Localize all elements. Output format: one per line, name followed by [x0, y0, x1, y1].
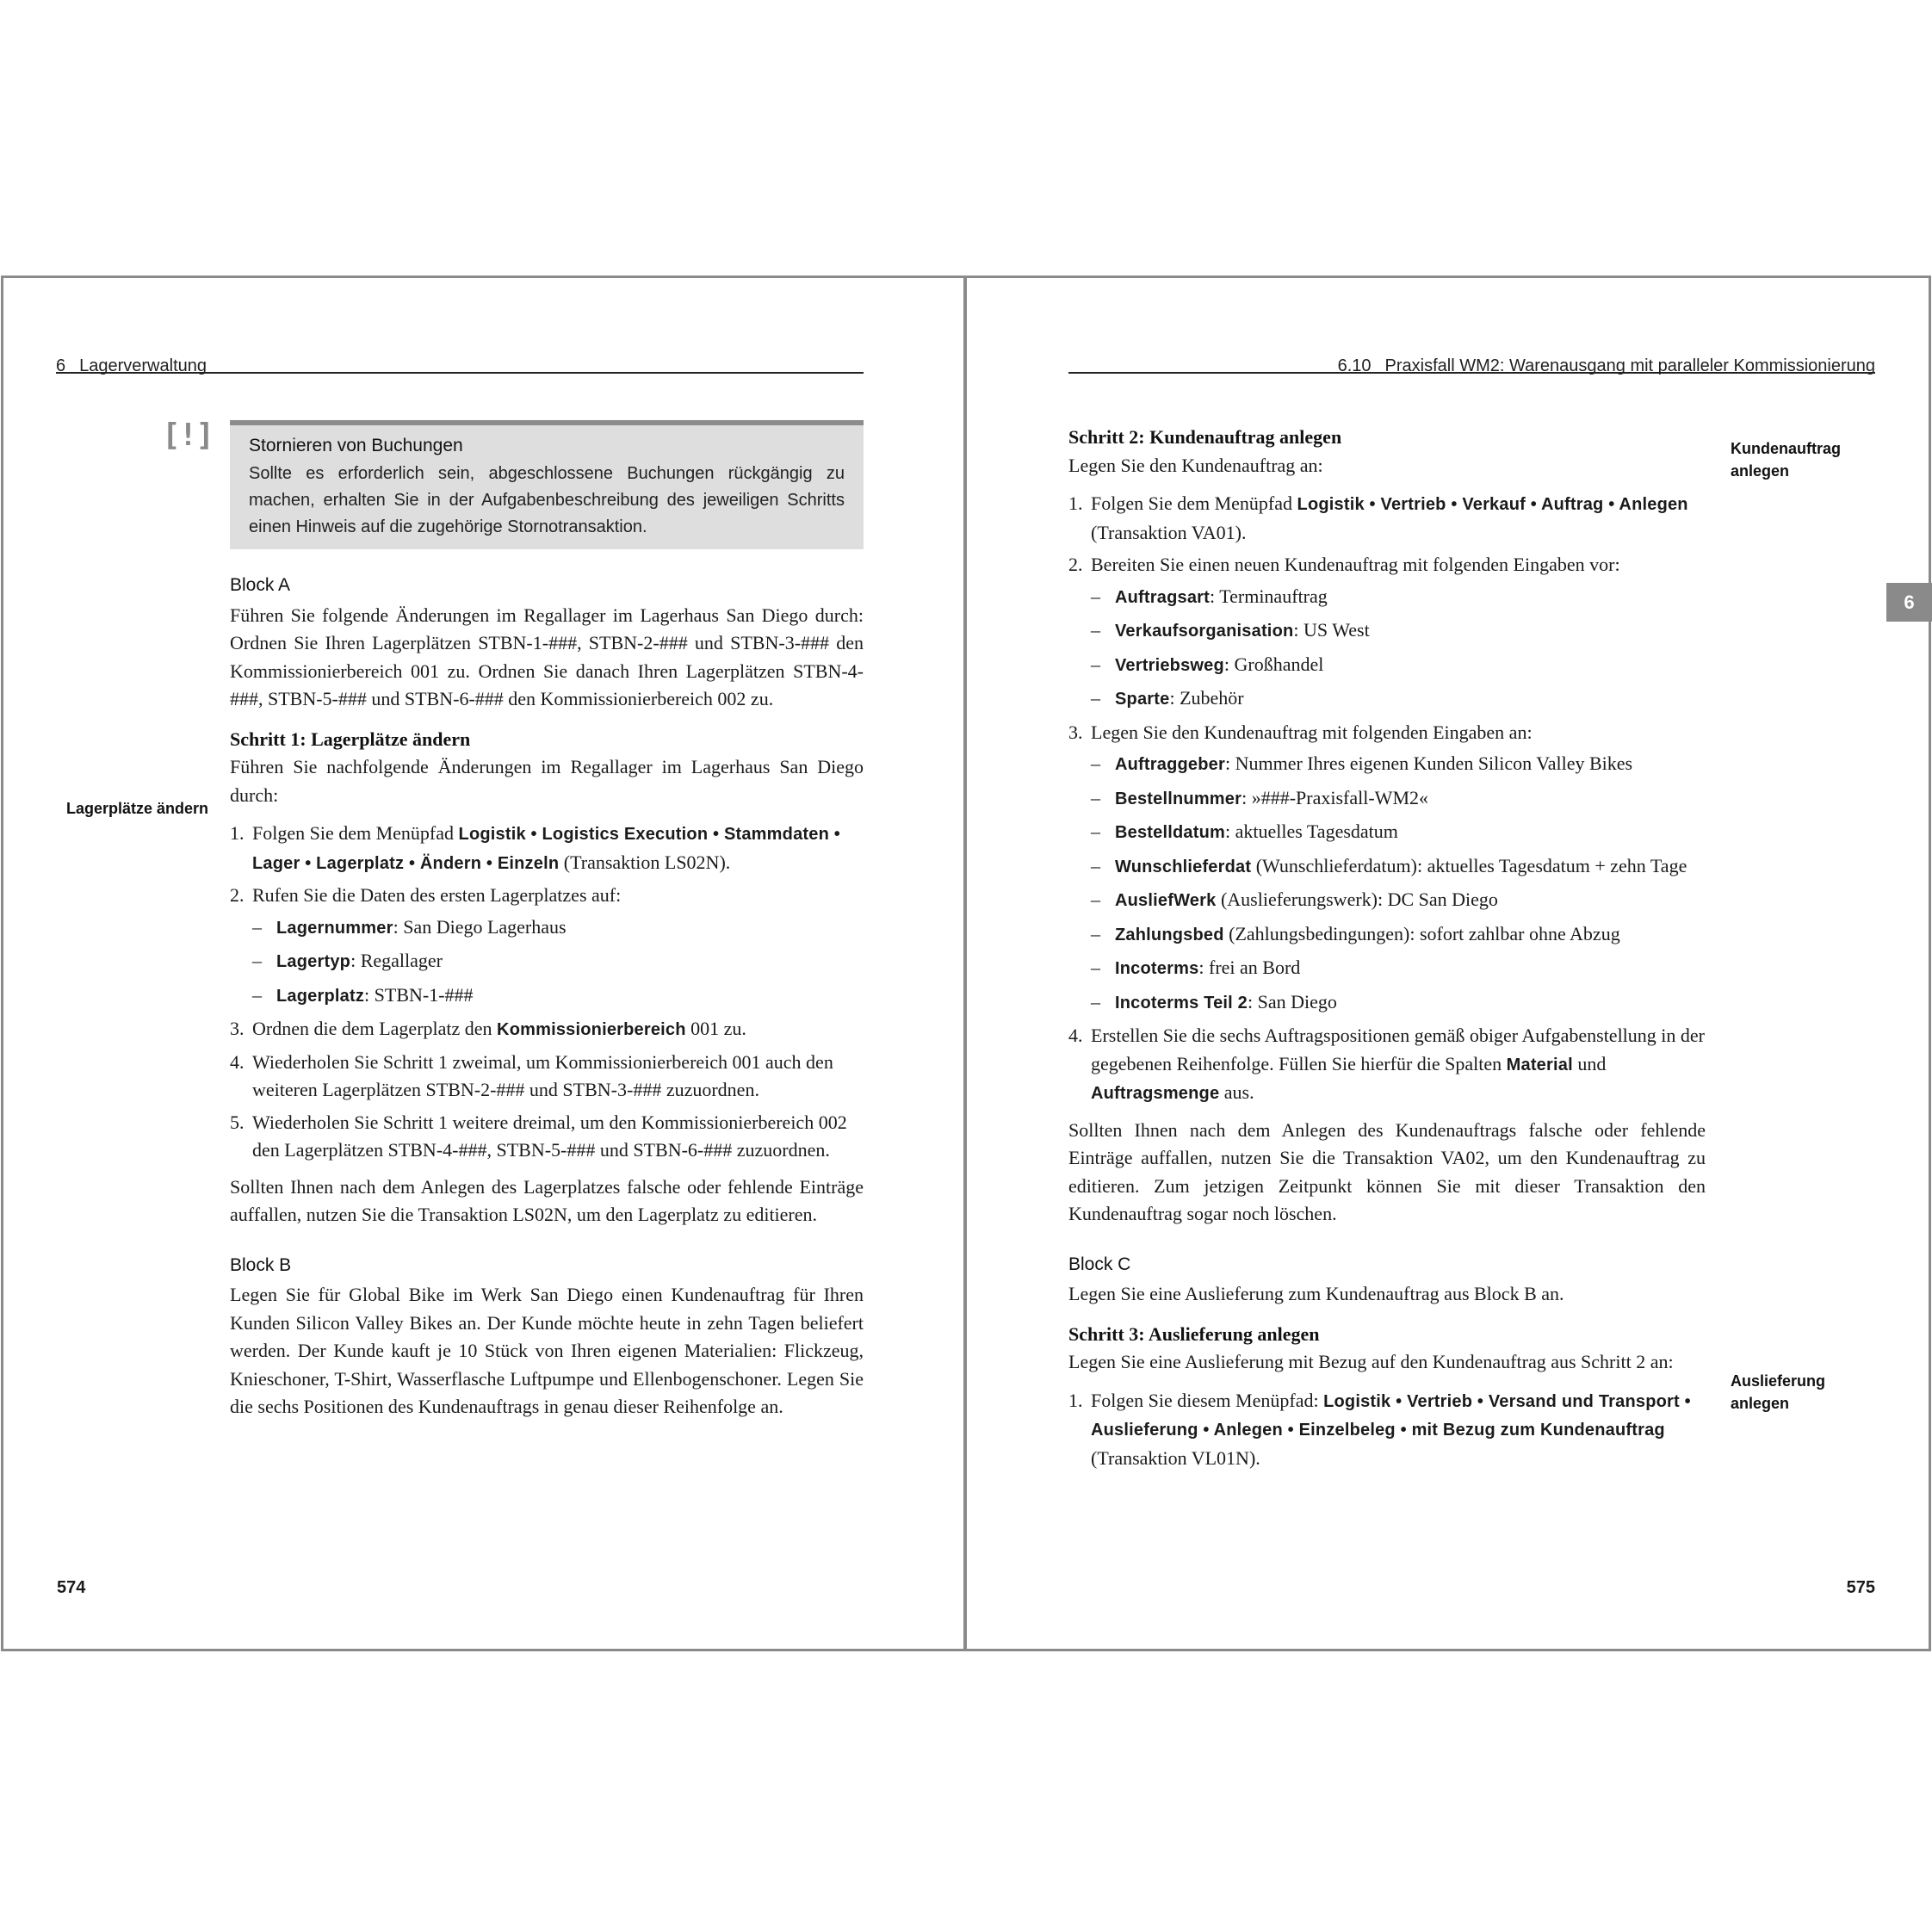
field-label: Bestelldatum	[1115, 823, 1225, 842]
item-text: (Transaktion LS02N).	[559, 851, 731, 873]
step-1-heading: Schritt 1: Lagerplätze ändern	[230, 728, 471, 750]
field-item	[1091, 784, 1706, 814]
left-page	[0, 276, 964, 1651]
item-text: Wiederholen Sie Schritt 1 weitere dreimal, um den Kommissionierbereich 002 den Lagerplätzen STBN-4-###, STBN-5-### und STBN-6-### zuzuordnen.	[252, 1111, 847, 1161]
item-text: Erstellen Sie die sechs Auftragspositionen gemäß obiger Aufgabenstellung in der gegebenen Reihenfolge. Füllen Sie hierfür die Spalten	[1091, 1025, 1706, 1074]
step-2-outro: Sollten Ihnen nach dem Anlegen des Kundenauftrags falsche oder fehlende Einträge auffallen, nutzen Sie die Transaktion VA02, um den Kundenauftrag zu editieren. Zum jetzigen Zeitpunkt können Sie mit dieser Transaktion den Kundenauftrag sogar noch löschen.	[1068, 1118, 1706, 1224]
item-text: Folgen Sie diesem Menüpfad:	[1091, 1389, 1324, 1411]
field-item	[1091, 583, 1706, 612]
item-number: 2.	[230, 884, 245, 906]
list-item	[1068, 551, 1706, 714]
menu-path: Logistik • Logistics Execution • Stammdaten • Lager • Lagerplatz • Ändern • Einzeln	[252, 825, 840, 873]
step-1-list	[230, 820, 864, 1165]
field-value: : Großhandel	[1223, 653, 1324, 675]
block-a-heading: Block A	[230, 575, 291, 595]
block-b-text: Legen Sie für Global Bike im Werk San Diego einen Kundenauftrag für Ihren Kunden Silicon Valley Bikes an. Der Kunde möchte heute in zehn Tagen beliefert werden. Der Kunde kauft je 10 Stück von Ihren eigenen Materialien: Flickzeug, Knieschoner, T-Shirt, Wasserflasche Luftpumpe und Ellenbogenschoner. Legen Sie die sechs Positionen des Kundenauftrags in genau dieser Reihenfolge an.	[230, 1284, 864, 1417]
item-number: 5.	[230, 1111, 245, 1133]
field-label: Lagernummer	[276, 918, 393, 938]
right-page	[967, 276, 1932, 1651]
field-label: Kommissionierbereich	[497, 1020, 686, 1039]
field-label: Auftraggeber	[1115, 755, 1225, 774]
step-2-intro: Legen Sie den Kundenauftrag an:	[1068, 454, 1323, 476]
step-2-list	[1068, 490, 1706, 1108]
field-label: Bestellnummer	[1115, 789, 1242, 808]
item-number: 4.	[230, 1050, 245, 1073]
field-value: : frei an Bord	[1198, 957, 1301, 978]
field-list	[1091, 583, 1706, 714]
item-text: Folgen Sie dem Menüpfad	[252, 822, 459, 844]
field-label: Zahlungsbed	[1115, 925, 1224, 944]
field-item	[1091, 750, 1706, 779]
field-value: : Zubehör	[1169, 687, 1244, 709]
item-number: 2.	[1068, 554, 1083, 575]
field-item	[252, 913, 864, 943]
step-1-intro: Führen Sie nachfolgende Änderungen im Regallager im Lagerhaus San Diego durch:	[230, 756, 864, 806]
list-item	[230, 820, 864, 877]
field-value: : aktuelles Tagesdatum	[1225, 820, 1398, 842]
field-value: : STBN-1-###	[364, 983, 474, 1006]
info-box-text: Sollte es erforderlich sein, abgeschlossene Buchungen rückgängig zu machen, erhalten Sie in der Aufgabenbeschreibung des jeweiligen Schritts einen Hinweis auf die zugehörige Stornotransaktion.	[249, 464, 845, 536]
info-box	[230, 420, 864, 549]
step-1-outro: Sollten Ihnen nach dem Anlegen des Lagerplatzes falsche oder fehlende Einträge auffallen, nutzen Sie die Transaktion LS02N, um den Lagerplatz zu editieren.	[230, 1175, 864, 1225]
field-label: Lagertyp	[276, 952, 351, 971]
page-number: 575	[1846, 1578, 1875, 1597]
field-item	[252, 981, 864, 1011]
step-3-heading: Schritt 3: Auslieferung anlegen	[1068, 1322, 1320, 1345]
item-text: 001 zu.	[685, 1018, 746, 1039]
item-text: Bereiten Sie einen neuen Kundenauftrag mit folgenden Eingaben vor:	[1091, 554, 1620, 575]
field-value: : »###-Praxisfall-WM2«	[1242, 786, 1428, 808]
list-item	[1068, 719, 1706, 1018]
field-value: (Zahlungsbedingungen): sofort zahlbar ohne Abzug	[1223, 922, 1620, 944]
field-label: Lagerplatz	[276, 986, 365, 1006]
field-value: : Regallager	[350, 950, 443, 971]
chapter-thumb-tab: 6	[1886, 583, 1932, 622]
list-item	[1068, 1387, 1706, 1473]
field-item	[1091, 818, 1706, 847]
field-item	[1091, 651, 1706, 680]
field-item	[1091, 920, 1706, 950]
field-label: Material	[1506, 1055, 1573, 1074]
menu-path: Logistik • Vertrieb • Verkauf • Auftrag • Anlegen	[1297, 495, 1688, 514]
section-number: 6.10	[1337, 356, 1372, 375]
list-item	[230, 1049, 864, 1105]
item-number: 4.	[1068, 1025, 1083, 1046]
step-3-intro: Legen Sie eine Auslieferung mit Bezug auf den Kundenauftrag aus Schritt 2 an:	[1068, 1351, 1674, 1372]
margin-note-auslieferung: Auslieferung anlegen	[1731, 1372, 1826, 1412]
block-c-text: Legen Sie eine Auslieferung zum Kundenauftrag aus Block B an.	[1068, 1283, 1564, 1304]
running-header	[1068, 329, 1875, 374]
block-a-text: Führen Sie folgende Änderungen im Regallager im Lagerhaus San Diego durch: Ordnen Sie Ihren Lagerplätzen STBN-1-###, STBN-2-### und STBN-3-### den Kommissionierbereich 001 zu. Ordnen Sie danach Ihren Lagerplätzen STBN-4-###, STBN-5-### und STBN-6-### den Kommissionierbereich 002 zu.	[230, 604, 864, 709]
chapter-number: 6	[56, 356, 66, 375]
field-item	[1091, 886, 1706, 915]
item-text: Wiederholen Sie Schritt 1 zweimal, um Kommissionierbereich 001 auch den weiteren Lagerplätzen STBN-2-### und STBN-3-### zuzuordnen.	[252, 1050, 833, 1100]
item-text: Legen Sie den Kundenauftrag mit folgenden Eingaben an:	[1091, 721, 1533, 743]
info-box-title: Stornieren von Buchungen	[249, 436, 463, 455]
item-number: 1.	[1068, 1389, 1083, 1411]
section-title: Praxisfall WM2: Warenausgang mit paralleler Kommissionierung	[1384, 356, 1875, 375]
field-list	[252, 913, 864, 1011]
list-item	[1068, 490, 1706, 547]
field-list	[1091, 750, 1706, 1017]
field-item	[252, 947, 864, 976]
field-label: Sparte	[1115, 690, 1170, 709]
field-item	[1091, 852, 1706, 882]
margin-note-lagerplaetze: Lagerplätze ändern	[66, 800, 209, 817]
block-c-heading: Block C	[1068, 1254, 1131, 1274]
item-number: 1.	[1068, 492, 1083, 514]
item-text: Rufen Sie die Daten des ersten Lagerplatzes auf:	[252, 884, 622, 906]
step-3-list	[1068, 1387, 1706, 1473]
menu-path: Logistik • Vertrieb • Versand und Transport • Auslieferung • Anlegen • Einzelbeleg • mit Bezug zum Kundenauftrag	[1091, 1391, 1691, 1440]
item-number: 3.	[230, 1018, 245, 1039]
list-item	[230, 1109, 864, 1165]
warning-bracket-icon: [!]	[162, 418, 214, 453]
left-page-body	[230, 420, 864, 1432]
item-text: und	[1572, 1052, 1607, 1074]
item-number: 3.	[1068, 721, 1083, 743]
item-text: (Transaktion VA01).	[1091, 521, 1247, 543]
field-item	[1091, 954, 1706, 983]
item-text: Folgen Sie dem Menüpfad	[1091, 492, 1297, 514]
field-item	[1091, 616, 1706, 646]
page-number: 574	[57, 1578, 86, 1597]
field-label: AusliefWerk	[1115, 891, 1217, 910]
field-value: : San Diego	[1248, 990, 1337, 1012]
list-item	[230, 1015, 864, 1044]
right-page-body	[1068, 405, 1811, 1479]
field-value: (Auslieferungswerk): DC San Diego	[1216, 889, 1498, 910]
field-item	[1091, 988, 1706, 1018]
item-text: Ordnen die dem Lagerplatz den	[252, 1018, 498, 1039]
field-value: : Terminauftrag	[1210, 585, 1328, 607]
field-value: : US West	[1293, 619, 1370, 641]
list-item	[1068, 1022, 1706, 1108]
field-value: : Nummer Ihres eigenen Kunden Silicon Valley Bikes	[1224, 752, 1633, 774]
field-label: Incoterms Teil 2	[1115, 993, 1248, 1012]
chapter-title: Lagerverwaltung	[79, 356, 207, 375]
field-label: Auftragsmenge	[1091, 1084, 1220, 1103]
field-label: Vertriebsweg	[1115, 655, 1224, 675]
margin-note-kundenauftrag: Kundenauftrag anlegen	[1731, 440, 1841, 480]
item-number: 1.	[230, 822, 245, 844]
running-header	[56, 329, 864, 374]
list-item	[230, 882, 864, 1010]
field-label: Incoterms	[1115, 959, 1199, 978]
item-text: aus.	[1219, 1081, 1254, 1103]
field-label: Verkaufsorganisation	[1115, 622, 1294, 641]
field-value: (Wunschlieferdatum): aktuelles Tagesdatum + zehn Tage	[1251, 854, 1687, 876]
field-label: Auftragsart	[1115, 587, 1210, 607]
field-label: Wunschlieferdat	[1115, 857, 1252, 876]
item-text: (Transaktion VL01N).	[1091, 1446, 1260, 1469]
block-b-heading: Block B	[230, 1254, 292, 1275]
field-value: : San Diego Lagerhaus	[393, 915, 567, 938]
step-2-heading: Schritt 2: Kundenauftrag anlegen	[1068, 426, 1342, 448]
field-item	[1091, 684, 1706, 714]
